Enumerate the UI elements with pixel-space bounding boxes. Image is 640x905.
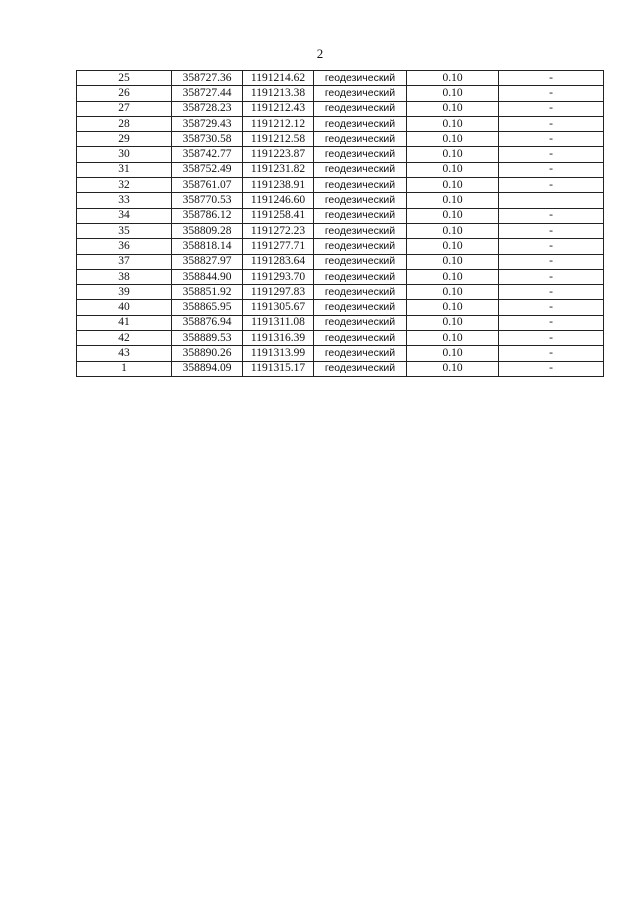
- cell-description: -: [499, 223, 604, 238]
- cell-description: -: [499, 331, 604, 346]
- cell-accuracy: 0.10: [407, 101, 499, 116]
- table-row: [77, 132, 604, 147]
- table-row: [77, 101, 604, 116]
- cell-y-coordinate: 1191223.87: [243, 147, 314, 162]
- cell-point-number: 29: [77, 132, 172, 147]
- table-row: [77, 208, 604, 223]
- cell-point-number: 1: [77, 361, 172, 376]
- cell-accuracy: 0.10: [407, 315, 499, 330]
- cell-accuracy: 0.10: [407, 361, 499, 376]
- cell-x-coordinate: 358844.90: [172, 269, 243, 284]
- cell-method: геодезический: [314, 331, 407, 346]
- cell-y-coordinate: 1191258.41: [243, 208, 314, 223]
- cell-y-coordinate: 1191315.17: [243, 361, 314, 376]
- cell-x-coordinate: 358876.94: [172, 315, 243, 330]
- cell-point-number: 28: [77, 116, 172, 131]
- cell-x-coordinate: 358770.53: [172, 193, 243, 208]
- cell-x-coordinate: 358894.09: [172, 361, 243, 376]
- table-row: [77, 361, 604, 376]
- cell-accuracy: 0.10: [407, 178, 499, 193]
- table-row: [77, 269, 604, 284]
- cell-y-coordinate: 1191283.64: [243, 254, 314, 269]
- cell-description: -: [499, 147, 604, 162]
- cell-accuracy: 0.10: [407, 162, 499, 177]
- cell-method: геодезический: [314, 346, 407, 361]
- cell-x-coordinate: 358818.14: [172, 239, 243, 254]
- cell-y-coordinate: 1191212.12: [243, 116, 314, 131]
- cell-method: геодезический: [314, 193, 407, 208]
- table-row: [77, 223, 604, 238]
- cell-description: -: [499, 300, 604, 315]
- cell-x-coordinate: 358727.44: [172, 86, 243, 101]
- cell-x-coordinate: 358889.53: [172, 331, 243, 346]
- cell-description: -: [499, 132, 604, 147]
- cell-x-coordinate: 358786.12: [172, 208, 243, 223]
- cell-x-coordinate: 358730.58: [172, 132, 243, 147]
- cell-description: -: [499, 71, 604, 86]
- cell-method: геодезический: [314, 71, 407, 86]
- cell-y-coordinate: 1191231.82: [243, 162, 314, 177]
- cell-method: геодезический: [314, 101, 407, 116]
- table-row: [77, 254, 604, 269]
- table-row: [77, 239, 604, 254]
- cell-accuracy: 0.10: [407, 193, 499, 208]
- cell-method: геодезический: [314, 162, 407, 177]
- cell-x-coordinate: 358742.77: [172, 147, 243, 162]
- cell-y-coordinate: 1191214.62: [243, 71, 314, 86]
- cell-accuracy: 0.10: [407, 71, 499, 86]
- cell-y-coordinate: 1191297.83: [243, 285, 314, 300]
- cell-point-number: 37: [77, 254, 172, 269]
- cell-description: -: [499, 269, 604, 284]
- cell-y-coordinate: 1191212.43: [243, 101, 314, 116]
- table-row: [77, 331, 604, 346]
- cell-point-number: 35: [77, 223, 172, 238]
- cell-method: геодезический: [314, 269, 407, 284]
- cell-accuracy: 0.10: [407, 147, 499, 162]
- cell-method: геодезический: [314, 147, 407, 162]
- cell-x-coordinate: 358728.23: [172, 101, 243, 116]
- table-row: [77, 300, 604, 315]
- cell-x-coordinate: 358865.95: [172, 300, 243, 315]
- cell-point-number: 36: [77, 239, 172, 254]
- cell-description: -: [499, 346, 604, 361]
- cell-method: геодезический: [314, 178, 407, 193]
- cell-accuracy: 0.10: [407, 116, 499, 131]
- cell-y-coordinate: 1191313.99: [243, 346, 314, 361]
- cell-y-coordinate: 1191305.67: [243, 300, 314, 315]
- cell-method: геодезический: [314, 239, 407, 254]
- table-row: [77, 315, 604, 330]
- cell-description: -: [499, 361, 604, 376]
- cell-method: геодезический: [314, 223, 407, 238]
- cell-x-coordinate: 358761.07: [172, 178, 243, 193]
- table-row: [77, 86, 604, 101]
- cell-description: -: [499, 178, 604, 193]
- page-number: 2: [316, 46, 324, 61]
- cell-description: -: [499, 285, 604, 300]
- cell-y-coordinate: 1191246.60: [243, 193, 314, 208]
- cell-accuracy: 0.10: [407, 223, 499, 238]
- cell-y-coordinate: 1191238.91: [243, 178, 314, 193]
- cell-method: геодезический: [314, 285, 407, 300]
- cell-point-number: 32: [77, 178, 172, 193]
- cell-point-number: 25: [77, 71, 172, 86]
- cell-point-number: 26: [77, 86, 172, 101]
- cell-accuracy: 0.10: [407, 346, 499, 361]
- cell-x-coordinate: 358851.92: [172, 285, 243, 300]
- table-row: [77, 346, 604, 361]
- cell-method: геодезический: [314, 315, 407, 330]
- cell-point-number: 34: [77, 208, 172, 223]
- cell-y-coordinate: 1191311.08: [243, 315, 314, 330]
- cell-x-coordinate: 358729.43: [172, 116, 243, 131]
- cell-accuracy: 0.10: [407, 208, 499, 223]
- cell-point-number: 41: [77, 315, 172, 330]
- cell-method: геодезический: [314, 361, 407, 376]
- cell-description: -: [499, 162, 604, 177]
- cell-x-coordinate: 358890.26: [172, 346, 243, 361]
- cell-accuracy: 0.10: [407, 331, 499, 346]
- cell-method: геодезический: [314, 208, 407, 223]
- cell-description: -: [499, 239, 604, 254]
- cell-description: -: [499, 116, 604, 131]
- cell-x-coordinate: 358827.97: [172, 254, 243, 269]
- cell-description: -: [499, 101, 604, 116]
- cell-point-number: 30: [77, 147, 172, 162]
- cell-accuracy: 0.10: [407, 86, 499, 101]
- cell-point-number: 27: [77, 101, 172, 116]
- cell-description: -: [499, 254, 604, 269]
- cell-x-coordinate: 358809.28: [172, 223, 243, 238]
- cell-point-number: 31: [77, 162, 172, 177]
- cell-method: геодезический: [314, 300, 407, 315]
- table-row: [77, 178, 604, 193]
- cell-point-number: 40: [77, 300, 172, 315]
- cell-y-coordinate: 1191277.71: [243, 239, 314, 254]
- cell-description: -: [499, 208, 604, 223]
- cell-point-number: 43: [77, 346, 172, 361]
- table-row: [77, 193, 604, 208]
- table-row: [77, 147, 604, 162]
- table-row: [77, 71, 604, 86]
- cell-method: геодезический: [314, 132, 407, 147]
- cell-y-coordinate: 1191293.70: [243, 269, 314, 284]
- cell-method: геодезический: [314, 116, 407, 131]
- cell-accuracy: 0.10: [407, 300, 499, 315]
- table-row: [77, 285, 604, 300]
- cell-accuracy: 0.10: [407, 239, 499, 254]
- coordinates-table: [76, 70, 604, 377]
- cell-accuracy: 0.10: [407, 132, 499, 147]
- coordinates-table-body: [77, 71, 604, 377]
- cell-method: геодезический: [314, 254, 407, 269]
- cell-method: геодезический: [314, 86, 407, 101]
- cell-x-coordinate: 358752.49: [172, 162, 243, 177]
- cell-point-number: 39: [77, 285, 172, 300]
- cell-accuracy: 0.10: [407, 254, 499, 269]
- cell-accuracy: 0.10: [407, 269, 499, 284]
- cell-x-coordinate: 358727.36: [172, 71, 243, 86]
- cell-point-number: 42: [77, 331, 172, 346]
- table-row: [77, 116, 604, 131]
- cell-description: -: [499, 86, 604, 101]
- table-row: [77, 162, 604, 177]
- cell-y-coordinate: 1191213.38: [243, 86, 314, 101]
- cell-y-coordinate: 1191212.58: [243, 132, 314, 147]
- cell-y-coordinate: 1191272.23: [243, 223, 314, 238]
- cell-y-coordinate: 1191316.39: [243, 331, 314, 346]
- cell-accuracy: 0.10: [407, 285, 499, 300]
- cell-point-number: 33: [77, 193, 172, 208]
- cell-point-number: 38: [77, 269, 172, 284]
- cell-description: [499, 193, 604, 208]
- cell-description: -: [499, 315, 604, 330]
